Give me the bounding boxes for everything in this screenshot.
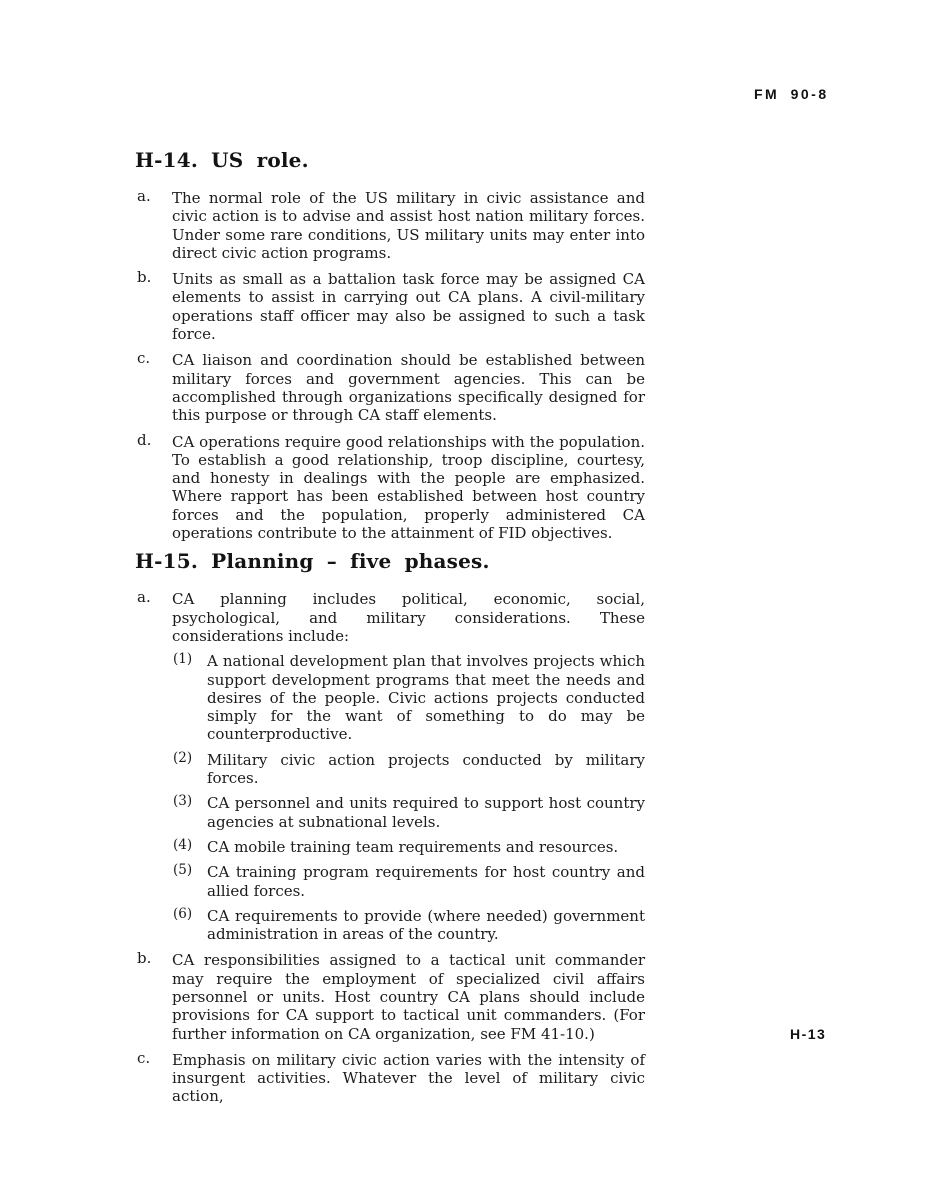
list-item: [135, 351, 645, 424]
item-text: CA liaison and coordination should be established between military forces and government agencies. This can be accomplished through organizations specifically designed for this purpose or through CA staff elements.: [172, 351, 645, 425]
item-body: [172, 189, 645, 262]
subitem-text: CA training program requirements for host country and allied forces.: [207, 863, 645, 900]
sub-list-item: [172, 652, 645, 743]
item-body: [172, 590, 645, 943]
item-text: CA responsibilities assigned to a tactical unit commander may require the employment of specialized civil affairs personnel or units. Host country CA plans should include provisions for CA support to tactical unit commanders. (For further information on CA organization, see FM 41-10.): [172, 951, 645, 1043]
subitem-text: CA personnel and units required to support host country agencies at subnational levels.: [207, 794, 645, 831]
sub-list-item: [172, 907, 645, 944]
subitem-label: (2): [173, 749, 193, 766]
item-text: CA operations require good relationships with the population. To establish a good relationship, troop discipline, courtesy, and honesty in dealings with the people are emphasized. Where rapport has been established between host country forces and the population, properly administered CA operations contribute to the attainment of FID objectives.: [172, 432, 645, 543]
item-text: Units as small as a battalion task force may be assigned CA elements to assist in carrying out CA plans. A civil-military operations staff officer may also be assigned to such a task force.: [172, 270, 645, 344]
item-body: [172, 1051, 645, 1106]
section-heading: H-14. US role.: [135, 148, 309, 172]
item-label: c.: [137, 349, 151, 368]
sub-list-item: [172, 794, 645, 831]
section-heading: H-15. Planning – five phases.: [135, 549, 490, 574]
item-text: Emphasis on military civic action varies with the intensity of insurgent activities. Whatever the level of military civic action,: [172, 1050, 645, 1106]
item-label: d.: [137, 430, 152, 449]
sub-list-item: [172, 863, 645, 900]
item-label: b.: [137, 268, 152, 287]
section-H-14: [135, 149, 645, 542]
subitem-text: A national development plan that involves projects which support development programs that meet the needs and desires of the people. Civic actions projects conducted simply for the want of something to do may be counterproductive.: [207, 652, 645, 744]
subitem-label: (3): [173, 793, 193, 810]
item-label: a.: [137, 588, 151, 607]
list-item: [135, 590, 645, 943]
subitem-label: (6): [173, 905, 193, 922]
item-label: c.: [137, 1048, 151, 1067]
item-body: [172, 433, 645, 543]
manual-reference: FM 90-8: [754, 86, 829, 102]
list-item: [135, 189, 645, 262]
subitem-label: (4): [173, 836, 193, 853]
subitem-text: CA requirements to provide (where needed) government administration in areas of the country.: [207, 906, 645, 944]
subitem-text: Military civic action projects conducted by military forces.: [207, 750, 645, 788]
list-item: [135, 951, 645, 1042]
subitem-label: (1): [173, 651, 193, 668]
item-body: [172, 270, 645, 343]
subitem-label: (5): [173, 862, 193, 879]
list-item: [135, 1048, 645, 1106]
list-item: [135, 430, 645, 543]
item-body: [172, 351, 645, 424]
item-label: a.: [137, 187, 151, 205]
section-H-15: [135, 550, 645, 1105]
subitem-text: CA mobile training team requirements and resources.: [207, 837, 619, 856]
item-label: b.: [137, 949, 152, 968]
list-item: [135, 270, 645, 343]
page-number: H-13: [790, 1026, 827, 1042]
item-text: CA planning includes political, economic, social, psychological, and military considerations. These considerations include:: [172, 590, 645, 645]
item-text: The normal role of the US military in civic assistance and civic action is to advise and assist host nation military forces. Under some rare conditions, US military units may enter into direct civic action programs.: [172, 189, 645, 262]
sub-list-item: [172, 838, 645, 856]
item-body: [172, 951, 645, 1042]
sub-list-item: [172, 751, 645, 788]
document-body: [135, 149, 645, 1114]
